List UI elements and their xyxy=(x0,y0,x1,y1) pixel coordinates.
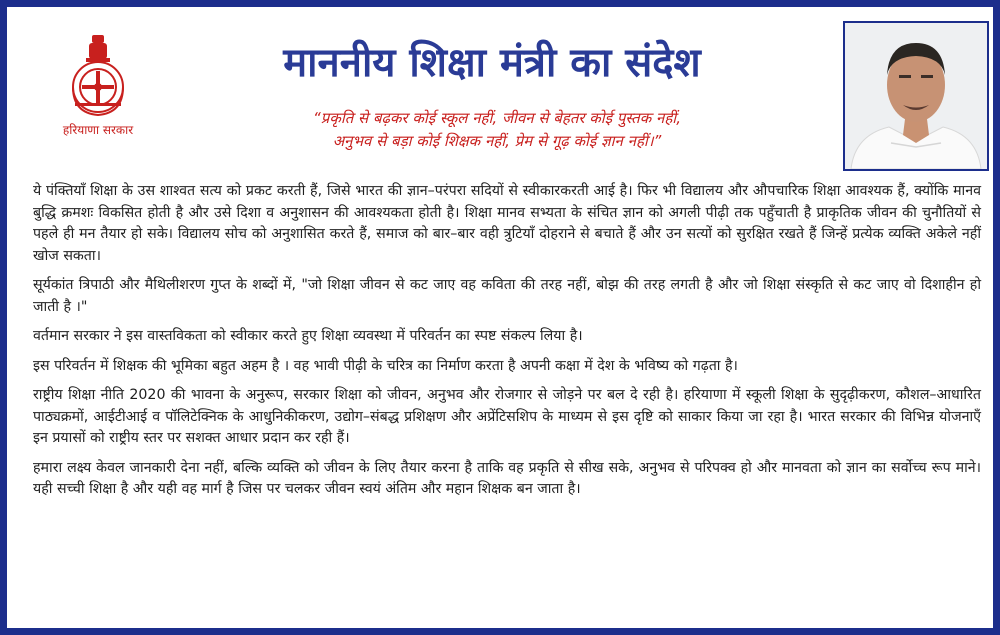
haryana-emblem-icon xyxy=(59,29,137,119)
quote-line: “प्रकृति से बढ़कर कोई स्कूल नहीं, जीवन से बेहतर कोई पुस्तक नहीं, xyxy=(313,109,681,127)
body-paragraph: इस परिवर्तन में शिक्षक की भूमिका बहुत अहम है । वह भावी पीढ़ी के चरित्र का निर्माण करता है अपनी कक्षा में देश के भविष्य को गढ़ता है। xyxy=(33,357,738,374)
body-paragraph: राष्ट्रीय शिक्षा नीति 2020 की भावना के अनुरूप, सरकार शिक्षा को जीवन, अनुभव और रोजगार से जोड़ने पर बल दे रही है। हरियाणा में स्कूली शिक्षा के सुदृढ़ीकरण, कौशल–आधारित पाठ्यक्रमों, आईटीआई व पॉलिटेक्निक के आधुनिकीकरण, उद्योग–संबद्ध प्रशिक्षण और अप्रेंटिसशिप के माध्यम से इस दृष्टि को साकार किया जा रहा है। भारत सरकार की विभिन्न योजनाएँ इन प्रयासों को राष्ट्रीय स्तर पर सशक्त आधार प्रदान कर रही हैं। xyxy=(33,387,981,446)
minister-photo xyxy=(843,21,989,171)
message-body xyxy=(33,181,981,509)
haryana-government-logo xyxy=(43,29,153,149)
body-paragraph: ये पंक्तियाँ शिक्षा के उस शाश्वत सत्य को प्रकट करती हैं, जिसे भारत की ज्ञान–परंपरा सदियों से स्वीकारकरती आई है। फिर भी विद्यालय और औपचारिक शिक्षा आवश्यक हैं, क्योंकि मानव बुद्धि क्रमशः विकसित होती है और उसे दिशा व अनुशासन की आवश्यकता होती है। शिक्षा मानव सभ्यता के संचित ज्ञान को अगली पीढ़ी तक पहुँचाती है प्राकृतिक जीवन की चुनौतियों से पहले ही मन तैयार हो सके। विद्यालय सोच को अनुशासित करते हैं, समाज को बार–बार वही त्रुटियाँ दोहराने से बचाते हैं और उन सत्यों को सुरक्षित रखते हैं जिन्हें प्रत्येक व्यक्ति अकेले नहीं खोज सकता। xyxy=(33,183,981,264)
page-title: माननीय शिक्षा मंत्री का संदेश xyxy=(283,40,701,86)
body-paragraph: हमारा लक्ष्य केवल जानकारी देना नहीं, बल्कि व्यक्ति को जीवन के लिए तैयार करना है ताकि वह प्रकृति से सीख सके, अनुभव से परिपक्व हो और मानवता को ज्ञान का सर्वोच्च रूप माने। यही सच्ची शिक्षा है और यही वह मार्ग है जिस पर चलकर जीवन स्वयं अंतिम और महान शिक्षक बन जाता है। xyxy=(33,459,981,497)
quote xyxy=(187,107,807,153)
body-paragraph: सूर्यकांत त्रिपाठी और मैथिलीशरण गुप्त के शब्दों में, "जो शिक्षा जीवन से कट जाए वह कविता की तरह नहीं, बोझ की तरह लगती है और जो शिक्षा संस्कृति से कट जाए वो दिशाहीन हो जाती है ।" xyxy=(33,277,981,315)
body-paragraph: वर्तमान सरकार ने इस वास्तविकता को स्वीकार करते हुए शिक्षा व्यवस्था में परिवर्तन का स्पष्ट संकल्प लिया है। xyxy=(33,328,583,344)
logo-caption: हरियाणा सरकार xyxy=(62,123,134,137)
quote-line: अनुभव से बड़ा कोई शिक्षक नहीं, प्रेम से गूढ़ कोई ज्ञान नहीं।” xyxy=(332,132,662,150)
